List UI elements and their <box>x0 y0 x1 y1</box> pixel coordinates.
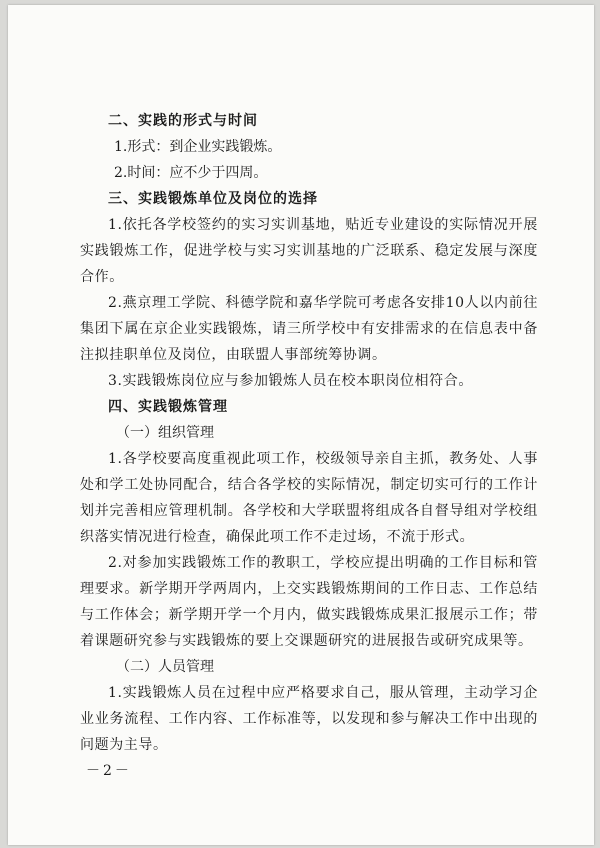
subsection-heading: （二）人员管理 <box>116 659 214 675</box>
document-page <box>8 5 594 845</box>
section-heading: 四、实践锻炼管理 <box>108 399 228 415</box>
paragraph: 1.依托各学校签约的实习实训基地，贴近专业建设的实际情况开展实践锻炼工作，促进学校与实习实训基地的广泛联系、稳定发展与深度合作。 <box>80 217 538 285</box>
paragraph: 1.各学校要高度重视此项工作，校级领导亲自主抓，教务处、人事处和学工处协同配合，结合各学校的实际情况，制定切实可行的工作计划并完善相应管理机制。各学校和大学联盟将组成各自督导组对学校组织落实情况进行检查，确保此项工作不走过场，不流于形式。 <box>80 451 538 545</box>
document-body <box>80 108 538 758</box>
page-number: －2－ <box>86 763 132 779</box>
paragraph: 2.燕京理工学院、科德学院和嘉华学院可考虑各安排10人以内前往集团下属在京企业实践锻炼，请三所学校中有安排需求的在信息表中备注拟挂职单位及岗位，由联盟人事部统筹协调。 <box>80 295 538 363</box>
subsection-heading: （一）组织管理 <box>116 425 214 441</box>
paragraph: 1.形式：到企业实践锻炼。 <box>114 139 282 155</box>
paragraph: 1.实践锻炼人员在过程中应严格要求自己，服从管理，主动学习企业业务流程、工作内容、工作标准等，以发现和参与解决工作中出现的问题为主导。 <box>80 685 538 753</box>
paragraph: 2.对参加实践锻炼工作的教职工，学校应提出明确的工作目标和管理要求。新学期开学两周内，上交实践锻炼期间的工作日志、工作总结与工作体会；新学期开学一个月内，做实践锻炼成果汇报展示工作；带着课题研究参与实践锻炼的要上交课题研究的进展报告或研究成果等。 <box>80 555 538 649</box>
section-heading: 二、实践的形式与时间 <box>108 113 258 129</box>
paragraph: 3.实践锻炼岗位应与参加锻炼人员在校本职岗位相符合。 <box>108 373 473 389</box>
paragraph: 2.时间：应不少于四周。 <box>114 165 268 181</box>
section-heading: 三、实践锻炼单位及岗位的选择 <box>108 191 318 207</box>
